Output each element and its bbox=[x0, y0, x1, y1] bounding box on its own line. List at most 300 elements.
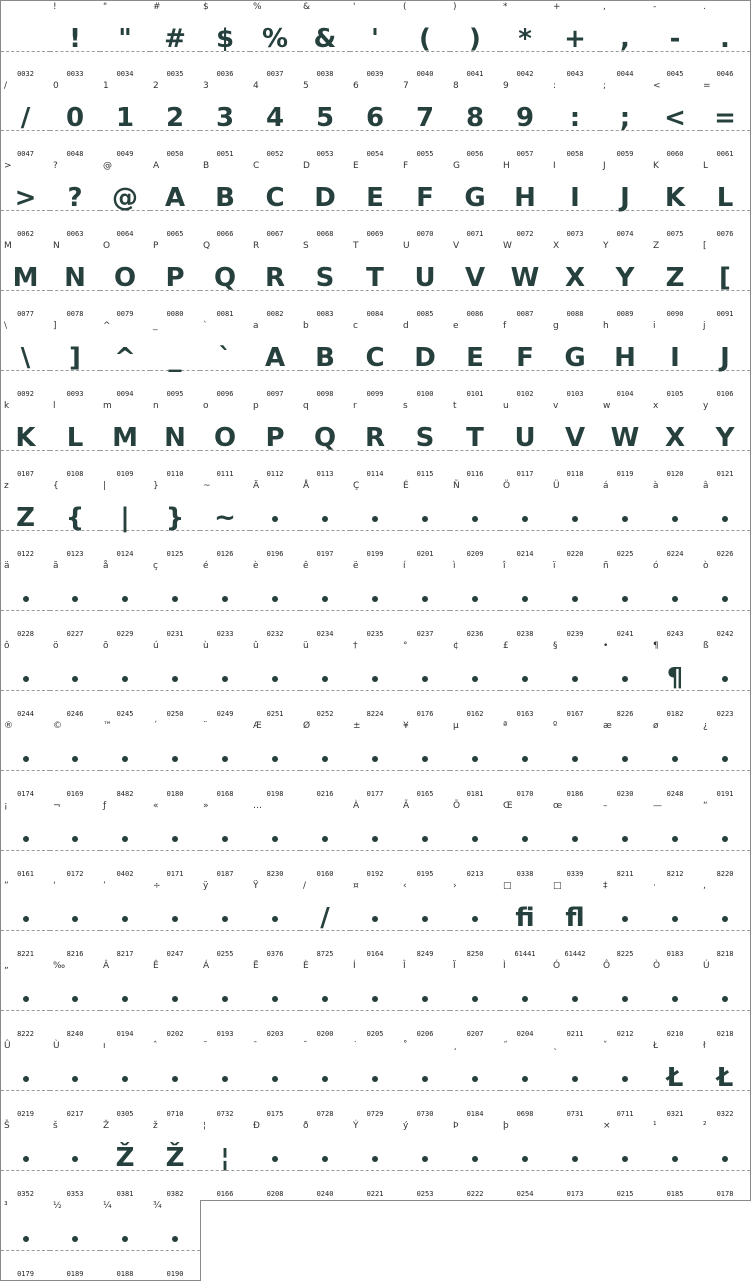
baseline-guide bbox=[600, 610, 650, 611]
glyph-code: 0049 bbox=[116, 150, 134, 158]
baseline-guide bbox=[550, 1090, 600, 1091]
glyph-code: 0059 bbox=[616, 150, 634, 158]
glyph-code: 8226 bbox=[616, 710, 634, 718]
glyph-cell bbox=[350, 0, 401, 81]
baseline-guide bbox=[1, 770, 50, 771]
glyph-code: 0732 bbox=[216, 1110, 234, 1118]
glyph-cell bbox=[500, 880, 551, 961]
glyph-label: ´ bbox=[153, 721, 158, 731]
glyph-code: 0173 bbox=[566, 1190, 584, 1198]
glyph-cell bbox=[150, 1200, 201, 1281]
baseline-guide bbox=[50, 1010, 100, 1011]
glyph-sample: fl bbox=[565, 903, 585, 933]
glyph-cell bbox=[300, 800, 351, 881]
baseline-guide bbox=[400, 690, 450, 691]
glyph-code: 0112 bbox=[266, 470, 284, 478]
glyph-sample: T bbox=[366, 263, 384, 293]
glyph-label: h bbox=[603, 321, 609, 331]
glyph-label: q bbox=[303, 401, 309, 411]
glyph-code: 0037 bbox=[266, 70, 284, 78]
missing-glyph-dot bbox=[122, 996, 128, 1002]
glyph-label: ü bbox=[303, 641, 309, 651]
glyph-label: ¢ bbox=[453, 641, 459, 651]
glyph-label: / bbox=[303, 881, 307, 891]
glyph-code: 0338 bbox=[516, 870, 534, 878]
glyph-code: 0160 bbox=[316, 870, 334, 878]
glyph-label: ß bbox=[703, 641, 709, 651]
glyph-code: 0194 bbox=[116, 1030, 134, 1038]
missing-glyph-dot bbox=[272, 756, 278, 762]
glyph-sample: D bbox=[414, 343, 436, 373]
glyph-label: µ bbox=[453, 721, 459, 731]
glyph-sample: L bbox=[716, 183, 734, 213]
glyph-code: 0109 bbox=[116, 470, 134, 478]
missing-glyph-dot bbox=[572, 836, 578, 842]
glyph-label: [ bbox=[703, 241, 707, 251]
glyph-label: ú bbox=[153, 641, 159, 651]
glyph-label: 2 bbox=[153, 81, 159, 91]
missing-glyph-dot bbox=[722, 676, 728, 682]
glyph-label: s bbox=[403, 401, 408, 411]
glyph-cell bbox=[0, 320, 51, 401]
glyph-cell bbox=[250, 0, 301, 81]
glyph-cell bbox=[0, 880, 51, 961]
glyph-cell bbox=[150, 640, 201, 721]
glyph-cell bbox=[450, 80, 501, 161]
glyph-cell bbox=[650, 800, 701, 881]
glyph-sample: D bbox=[314, 183, 336, 213]
baseline-guide bbox=[50, 930, 100, 931]
missing-glyph-dot bbox=[72, 1236, 78, 1242]
glyph-label: | bbox=[103, 481, 107, 491]
glyph-code: 0081 bbox=[216, 310, 234, 318]
glyph-code: 8217 bbox=[116, 950, 134, 958]
glyph-sample: 2 bbox=[165, 103, 185, 133]
missing-glyph-dot bbox=[622, 996, 628, 1002]
missing-glyph-dot bbox=[23, 1156, 29, 1162]
glyph-code: 0115 bbox=[416, 470, 434, 478]
glyph-code: 0178 bbox=[716, 1190, 734, 1198]
glyph-code: 0182 bbox=[666, 710, 684, 718]
glyph-code: 0058 bbox=[566, 150, 584, 158]
missing-glyph-dot bbox=[422, 916, 428, 922]
glyph-cell bbox=[600, 400, 651, 481]
missing-glyph-dot bbox=[422, 596, 428, 602]
baseline-guide bbox=[550, 850, 600, 851]
glyph-label: ¡ bbox=[4, 801, 8, 811]
glyph-code: 0186 bbox=[566, 790, 584, 798]
glyph-label: ï bbox=[553, 561, 556, 571]
glyph-code: 0190 bbox=[166, 1270, 184, 1278]
baseline-guide bbox=[100, 1090, 150, 1091]
glyph-cell bbox=[550, 80, 601, 161]
glyph-label: ƒ bbox=[103, 801, 107, 811]
missing-glyph-dot bbox=[372, 596, 378, 602]
missing-glyph-dot bbox=[23, 996, 29, 1002]
glyph-cell bbox=[450, 1120, 501, 1201]
glyph-code: 0241 bbox=[616, 630, 634, 638]
glyph-label: š bbox=[53, 1121, 58, 1131]
glyph-sample: ¦ bbox=[220, 1143, 230, 1173]
missing-glyph-dot bbox=[672, 1156, 678, 1162]
missing-glyph-dot bbox=[622, 676, 628, 682]
baseline-guide bbox=[600, 1090, 650, 1091]
glyph-cell bbox=[400, 320, 451, 401]
glyph-sample: U bbox=[414, 263, 436, 293]
missing-glyph-dot bbox=[372, 1076, 378, 1082]
glyph-code: 0381 bbox=[116, 1190, 134, 1198]
glyph-label: { bbox=[53, 481, 59, 491]
baseline-guide bbox=[1, 850, 50, 851]
glyph-cell bbox=[700, 240, 751, 321]
glyph-code: 0162 bbox=[466, 710, 484, 718]
glyph-label: 4 bbox=[253, 81, 259, 91]
glyph-code: 0097 bbox=[266, 390, 284, 398]
glyph-sample: 3 bbox=[215, 103, 235, 133]
glyph-code: 0239 bbox=[566, 630, 584, 638]
glyph-cell bbox=[50, 560, 101, 641]
glyph-label: ê bbox=[303, 561, 309, 571]
glyph-label: Ä bbox=[253, 481, 260, 491]
glyph-cell bbox=[100, 1120, 151, 1201]
glyph-code: 0187 bbox=[216, 870, 234, 878]
glyph-label: 0 bbox=[53, 81, 59, 91]
glyph-cell bbox=[450, 0, 501, 81]
glyph-cell bbox=[700, 560, 751, 641]
glyph-cell bbox=[150, 720, 201, 801]
missing-glyph-dot bbox=[322, 676, 328, 682]
glyph-label: n bbox=[153, 401, 159, 411]
glyph-sample: 7 bbox=[415, 103, 435, 133]
glyph-code: 0124 bbox=[116, 550, 134, 558]
glyph-cell bbox=[400, 960, 451, 1041]
missing-glyph-dot bbox=[122, 1236, 128, 1242]
glyph-label: o bbox=[203, 401, 209, 411]
baseline-guide bbox=[400, 610, 450, 611]
glyph-label: ½ bbox=[53, 1201, 62, 1211]
glyph-label: ł bbox=[703, 1041, 706, 1051]
glyph-cell bbox=[650, 640, 701, 721]
glyph-code: 0083 bbox=[316, 310, 334, 318]
glyph-code: 8249 bbox=[416, 950, 434, 958]
glyph-label: ¹ bbox=[653, 1121, 657, 1131]
glyph-label: ™ bbox=[103, 721, 112, 731]
glyph-label: ø bbox=[653, 721, 659, 731]
glyph-label: r bbox=[353, 401, 357, 411]
glyph-cell bbox=[600, 240, 651, 321]
glyph-cell bbox=[600, 720, 651, 801]
glyph-label: ˜ bbox=[203, 1041, 208, 1051]
glyph-cell bbox=[700, 960, 751, 1041]
glyph-sample: = bbox=[714, 103, 736, 133]
missing-glyph-dot bbox=[122, 1076, 128, 1082]
glyph-cell bbox=[650, 560, 701, 641]
missing-glyph-dot bbox=[72, 1156, 78, 1162]
glyph-code: 0165 bbox=[416, 790, 434, 798]
glyph-sample: ' bbox=[371, 24, 379, 54]
glyph-label: Î bbox=[403, 961, 406, 971]
glyph-cell bbox=[550, 1040, 601, 1121]
glyph-label: Š bbox=[4, 1121, 10, 1131]
glyph-code: 0234 bbox=[316, 630, 334, 638]
baseline-guide bbox=[250, 1090, 300, 1091]
missing-glyph-dot bbox=[122, 836, 128, 842]
glyph-label: ˝ bbox=[503, 1041, 508, 1051]
glyph-label: ä bbox=[4, 561, 10, 571]
glyph-code: 0093 bbox=[66, 390, 84, 398]
glyph-label: ö bbox=[53, 641, 59, 651]
glyph-code: 8224 bbox=[366, 710, 384, 718]
glyph-cell bbox=[200, 560, 251, 641]
glyph-code: 0101 bbox=[466, 390, 484, 398]
glyph-cell bbox=[700, 400, 751, 481]
glyph-code: 0120 bbox=[666, 470, 684, 478]
glyph-label: ˙ bbox=[353, 1041, 358, 1051]
glyph-label: ¬ bbox=[53, 801, 61, 811]
glyph-label: é bbox=[203, 561, 209, 571]
glyph-code: 0353 bbox=[66, 1190, 84, 1198]
glyph-label: V bbox=[453, 241, 460, 251]
baseline-guide bbox=[1, 610, 50, 611]
glyph-label: w bbox=[603, 401, 611, 411]
glyph-cell bbox=[700, 1120, 751, 1201]
glyph-sample: : bbox=[569, 103, 581, 133]
glyph-cell bbox=[700, 80, 751, 161]
baseline-guide bbox=[500, 1170, 550, 1171]
glyph-code: 0247 bbox=[166, 950, 184, 958]
glyph-sample: ( bbox=[419, 24, 431, 54]
glyph-cell bbox=[350, 400, 401, 481]
missing-glyph-dot bbox=[272, 1076, 278, 1082]
baseline-guide bbox=[600, 1010, 650, 1011]
glyph-label: à bbox=[653, 481, 659, 491]
glyph-label: H bbox=[503, 161, 510, 171]
glyph-sample: ` bbox=[218, 343, 232, 373]
glyph-label: ^ bbox=[103, 321, 111, 331]
baseline-guide bbox=[500, 1010, 550, 1011]
glyph-cell bbox=[100, 320, 151, 401]
glyph-cell bbox=[200, 1040, 251, 1121]
glyph-label: e bbox=[453, 321, 459, 331]
glyph-cell bbox=[700, 720, 751, 801]
glyph-label: l bbox=[53, 401, 56, 411]
glyph-label: 8 bbox=[453, 81, 459, 91]
glyph-cell bbox=[550, 320, 601, 401]
missing-glyph-dot bbox=[472, 516, 478, 522]
glyph-code: 0376 bbox=[266, 950, 284, 958]
glyph-code: 0236 bbox=[466, 630, 484, 638]
glyph-code: 0209 bbox=[466, 550, 484, 558]
glyph-cell bbox=[300, 720, 351, 801]
baseline-guide bbox=[1, 930, 50, 931]
glyph-code: 0195 bbox=[416, 870, 434, 878]
glyph-code: 0110 bbox=[166, 470, 184, 478]
glyph-sample: @ bbox=[112, 183, 138, 213]
glyph-label: ð bbox=[303, 1121, 309, 1131]
glyph-cell bbox=[0, 480, 51, 561]
glyph-label: ” bbox=[4, 881, 9, 891]
glyph-label: § bbox=[553, 641, 558, 651]
glyph-cell bbox=[200, 880, 251, 961]
glyph-code: 8230 bbox=[266, 870, 284, 878]
glyph-label: æ bbox=[603, 721, 612, 731]
baseline-guide bbox=[550, 530, 600, 531]
baseline-guide bbox=[600, 690, 650, 691]
baseline-guide bbox=[400, 930, 450, 931]
glyph-label: “ bbox=[703, 801, 708, 811]
glyph-cell bbox=[450, 560, 501, 641]
glyph-code: 0084 bbox=[366, 310, 384, 318]
missing-glyph-dot bbox=[23, 756, 29, 762]
glyph-cell bbox=[350, 320, 401, 401]
glyph-code: 0221 bbox=[366, 1190, 384, 1198]
glyph-sample: Q bbox=[313, 423, 337, 453]
glyph-cell bbox=[0, 720, 51, 801]
baseline-guide bbox=[250, 930, 300, 931]
baseline-guide bbox=[100, 690, 150, 691]
glyph-label: < bbox=[653, 81, 661, 91]
glyph-cell bbox=[700, 880, 751, 961]
glyph-label: □ bbox=[553, 881, 562, 891]
glyph-sample: 4 bbox=[265, 103, 285, 133]
missing-glyph-dot bbox=[72, 676, 78, 682]
glyph-code: 0220 bbox=[566, 550, 584, 558]
glyph-label: 6 bbox=[353, 81, 359, 91]
glyph-cell bbox=[100, 640, 151, 721]
glyph-code: 0231 bbox=[166, 630, 184, 638]
glyph-cell bbox=[650, 0, 701, 81]
baseline-guide bbox=[300, 850, 350, 851]
glyph-label: $ bbox=[203, 2, 209, 12]
glyph-label: Í bbox=[353, 961, 356, 971]
glyph-label: û bbox=[253, 641, 259, 651]
glyph-code: 0050 bbox=[166, 150, 184, 158]
baseline-guide bbox=[400, 1010, 450, 1011]
baseline-guide bbox=[550, 610, 600, 611]
glyph-code: 0230 bbox=[616, 790, 634, 798]
glyph-code: 0233 bbox=[216, 630, 234, 638]
missing-glyph-dot bbox=[322, 1076, 328, 1082]
baseline-guide bbox=[100, 930, 150, 931]
glyph-cell bbox=[500, 640, 551, 721]
glyph-code: 0067 bbox=[266, 230, 284, 238]
glyph-sample: Z bbox=[665, 263, 685, 293]
glyph-cell bbox=[550, 480, 601, 561]
glyph-code: 0242 bbox=[716, 630, 734, 638]
glyph-code: 0170 bbox=[516, 790, 534, 798]
glyph-cell bbox=[200, 720, 251, 801]
glyph-label: Ö bbox=[503, 481, 511, 491]
glyph-code: 0092 bbox=[17, 390, 34, 398]
glyph-label: > bbox=[4, 161, 12, 171]
glyph-label: © bbox=[53, 721, 62, 731]
glyph-cell bbox=[300, 1040, 351, 1121]
glyph-cell bbox=[500, 1120, 551, 1201]
glyph-sample: [ bbox=[719, 263, 731, 293]
glyph-cell bbox=[200, 960, 251, 1041]
glyph-cell bbox=[300, 80, 351, 161]
glyph-label: ô bbox=[4, 641, 10, 651]
glyph-label: ¸ bbox=[453, 1041, 458, 1051]
glyph-sample: C bbox=[365, 343, 385, 373]
baseline-guide bbox=[700, 1170, 750, 1171]
glyph-code: 0063 bbox=[66, 230, 84, 238]
glyph-label: Q bbox=[203, 241, 211, 251]
glyph-sample: 8 bbox=[465, 103, 485, 133]
glyph-code: 0035 bbox=[166, 70, 184, 78]
missing-glyph-dot bbox=[72, 996, 78, 1002]
glyph-code: 0189 bbox=[66, 1270, 84, 1278]
glyph-label: K bbox=[653, 161, 659, 171]
glyph-cell bbox=[350, 640, 401, 721]
glyph-cell bbox=[550, 160, 601, 241]
glyph-label: Ÿ bbox=[253, 881, 259, 891]
baseline-guide bbox=[250, 770, 300, 771]
missing-glyph-dot bbox=[522, 676, 528, 682]
glyph-code: 0044 bbox=[616, 70, 634, 78]
glyph-cell bbox=[50, 160, 101, 241]
glyph-cell bbox=[450, 960, 501, 1041]
glyph-cell bbox=[600, 80, 651, 161]
glyph-code: 0244 bbox=[17, 710, 34, 718]
glyph-code: 0057 bbox=[516, 150, 534, 158]
glyph-label: Ï bbox=[453, 961, 456, 971]
missing-glyph-dot bbox=[222, 676, 228, 682]
missing-glyph-dot bbox=[522, 516, 528, 522]
glyph-cell bbox=[550, 400, 601, 481]
glyph-cell bbox=[550, 560, 601, 641]
glyph-label: 5 bbox=[303, 81, 309, 91]
glyph-cell bbox=[350, 160, 401, 241]
glyph-cell bbox=[650, 240, 701, 321]
glyph-code: 0168 bbox=[216, 790, 234, 798]
glyph-cell bbox=[400, 1040, 451, 1121]
glyph-label: œ bbox=[553, 801, 563, 811]
glyph-cell bbox=[250, 1120, 301, 1201]
glyph-sample: Ž bbox=[165, 1143, 185, 1173]
missing-glyph-dot bbox=[122, 676, 128, 682]
glyph-code: 0206 bbox=[416, 1030, 434, 1038]
glyph-cell bbox=[600, 480, 651, 561]
glyph-cell bbox=[450, 800, 501, 881]
glyph-code: 0169 bbox=[66, 790, 84, 798]
glyph-cell bbox=[500, 560, 551, 641]
glyph-code: 0215 bbox=[616, 1190, 634, 1198]
glyph-cell bbox=[600, 800, 651, 881]
glyph-cell bbox=[300, 640, 351, 721]
baseline-guide bbox=[650, 530, 700, 531]
glyph-label: þ bbox=[503, 1121, 509, 1131]
glyph-code: 0227 bbox=[66, 630, 84, 638]
glyph-cell bbox=[650, 720, 701, 801]
glyph-sample: Z bbox=[16, 503, 35, 533]
glyph-cell bbox=[0, 640, 51, 721]
glyph-cell bbox=[350, 1120, 401, 1201]
glyph-code: 0163 bbox=[516, 710, 534, 718]
glyph-label: _ bbox=[153, 321, 158, 331]
missing-glyph-dot bbox=[422, 516, 428, 522]
glyph-code: 0073 bbox=[566, 230, 584, 238]
glyph-cell bbox=[250, 800, 301, 881]
glyph-cell bbox=[300, 0, 351, 81]
missing-glyph-dot bbox=[72, 1076, 78, 1082]
glyph-cell bbox=[150, 240, 201, 321]
baseline-guide bbox=[150, 690, 200, 691]
baseline-guide bbox=[150, 1250, 200, 1251]
glyph-code: 0232 bbox=[266, 630, 284, 638]
glyph-code: 0125 bbox=[166, 550, 184, 558]
glyph-cell bbox=[400, 160, 451, 241]
